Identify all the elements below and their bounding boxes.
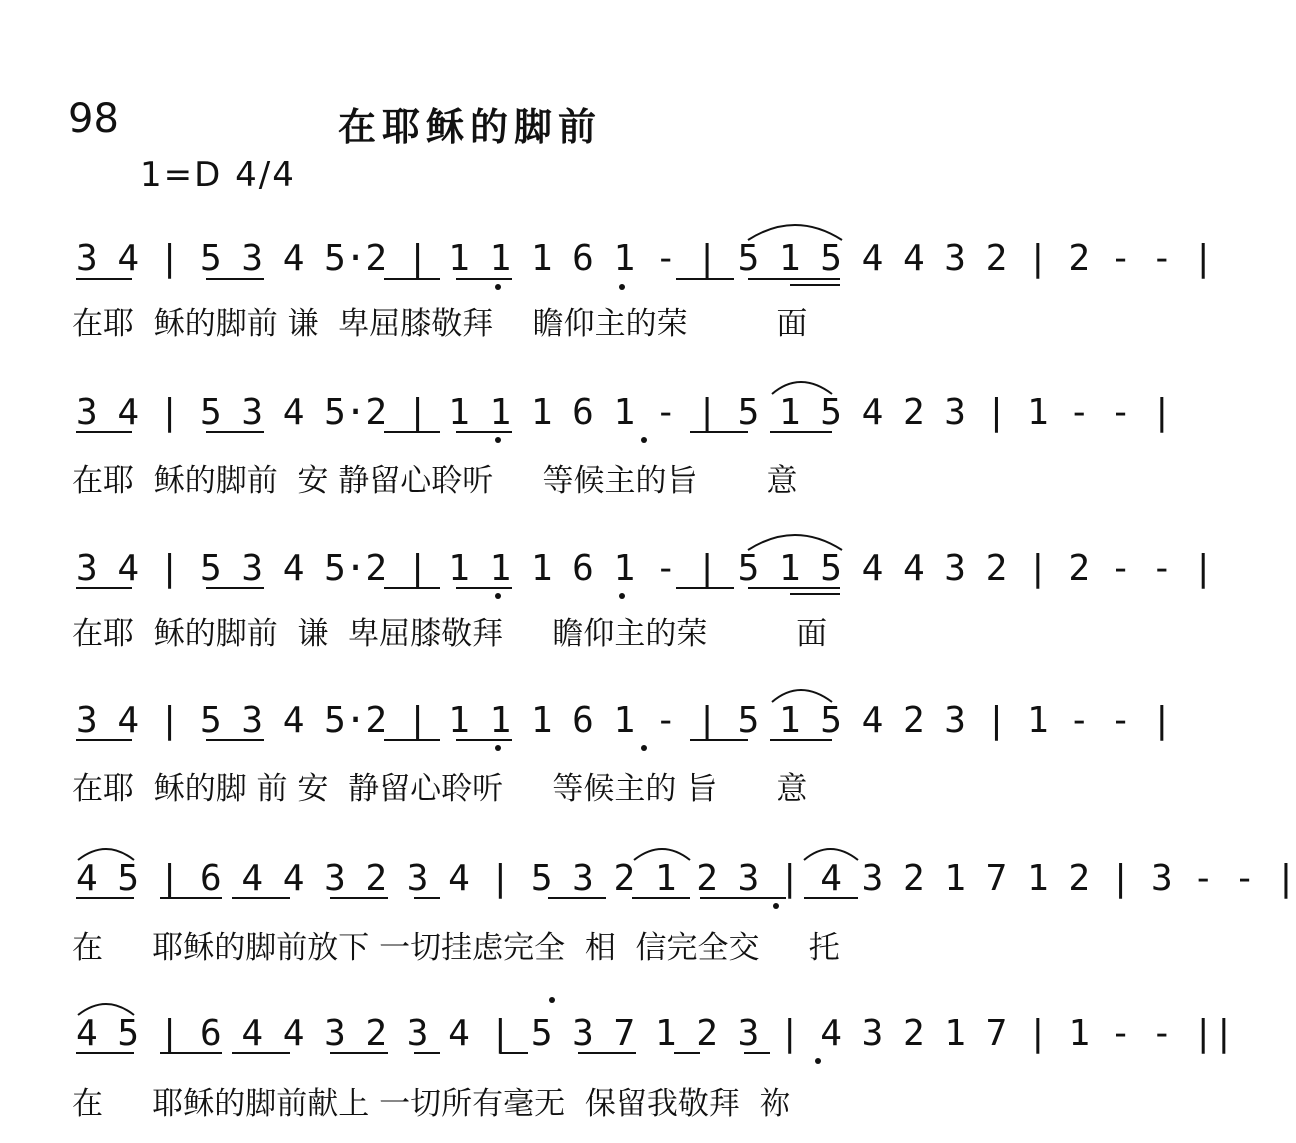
key-signature: 1=D 4/4 bbox=[140, 155, 296, 195]
song-title: 在耶稣的脚前 bbox=[338, 104, 603, 149]
octave-dot-1b bbox=[619, 284, 625, 290]
octave-dot-4b bbox=[641, 745, 647, 751]
lyrics-line-4: 在耶 稣的脚 前 安 静留心聆听 等候主的 旨 意 bbox=[72, 771, 808, 807]
octave-dot-4a bbox=[495, 745, 501, 751]
notes-line-3: 3 4 | 5 3 4 5·2 | 1 1 1 6 1 - | 5 1 5 4 4 3 2 | 2 - - | bbox=[76, 548, 1214, 589]
octave-dot-6a bbox=[549, 997, 555, 1003]
octave-dot-1a bbox=[495, 284, 501, 290]
octave-dot-3a bbox=[495, 593, 501, 599]
lyrics-line-3: 在耶 稣的脚前 谦 卑屈膝敬拜 瞻仰主的荣 面 bbox=[72, 616, 828, 652]
lyrics-line-5: 在 耶稣的脚前放下 一切挂虑完全 相 信完全交 托 bbox=[72, 930, 840, 966]
notes-line-2: 3 4 | 5 3 4 5·2 | 1 1 1 6 1 - | 5 1 5 4 2 3 | 1 - - | bbox=[76, 392, 1172, 433]
notes-line-1: 3 4 | 5 3 4 5·2 | 1 1 1 6 1 - | 5 1 5 4 4 3 2 | 2 - - | bbox=[76, 238, 1214, 279]
notes-line-6: 4 5 | 6 4 4 3 2 3 4 | 5 3 7 1 2 3 | 4 3 2 1 7 | 1 - - || bbox=[76, 1013, 1234, 1054]
octave-dot-2b bbox=[641, 437, 647, 443]
octave-dot-2a bbox=[495, 437, 501, 443]
octave-dot-3b bbox=[619, 593, 625, 599]
notes-line-5: 4 5 | 6 4 4 3 2 3 4 | 5 3 2 1 2 3 | 4 3 2 1 7 1 2 | 3 - - | bbox=[76, 858, 1296, 899]
lyrics-line-6: 在 耶稣的脚前献上 一切所有毫无 保留我敬拜 祢 bbox=[72, 1086, 791, 1122]
page-number: 98 bbox=[68, 96, 119, 142]
lyrics-line-2: 在耶 稣的脚前 安 静留心聆听 等候主的旨 意 bbox=[72, 463, 798, 499]
notes-line-4: 3 4 | 5 3 4 5·2 | 1 1 1 6 1 - | 5 1 5 4 2 3 | 1 - - | bbox=[76, 700, 1172, 741]
lyrics-line-1: 在耶 稣的脚前 谦 卑屈膝敬拜 瞻仰主的荣 面 bbox=[72, 306, 808, 342]
octave-dot-5 bbox=[773, 903, 779, 909]
octave-dot-6b bbox=[815, 1058, 821, 1064]
